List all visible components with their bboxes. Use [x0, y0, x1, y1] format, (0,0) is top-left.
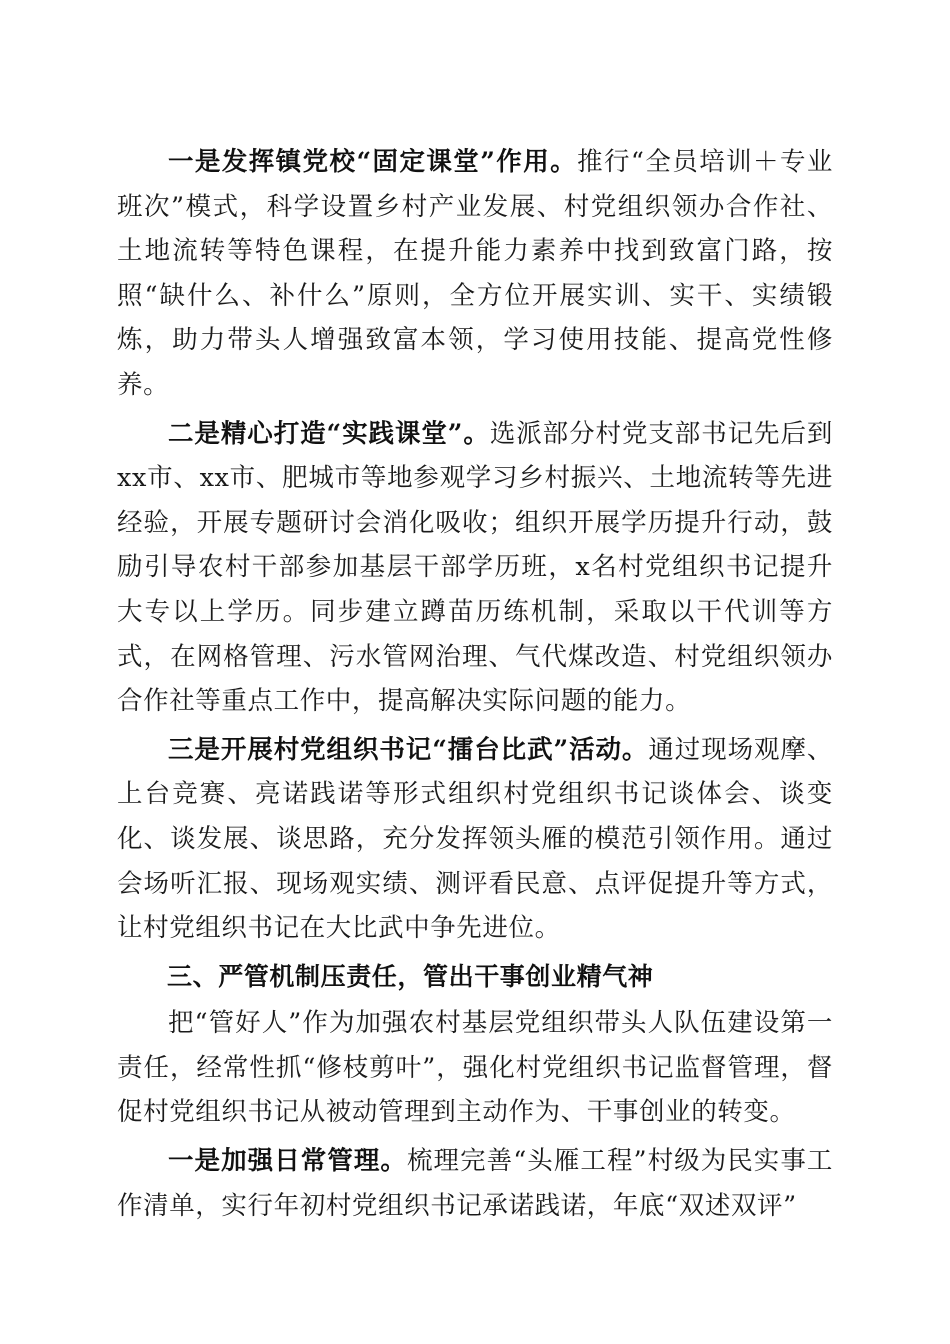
paragraph-3-lead: 三是开展村党组织书记“擂台比武”活动。: [168, 734, 649, 765]
paragraph-2-text: 选派部分村党支部书记先后到xx市、xx市、肥城市等地参观学习乡村振兴、土地流转等先进经验，开展专题研讨会消化吸收；组织开展学历提升行动，鼓励引导农村干部参加基层干部学历班，x名村党组织书记提升大专以上学历。同步建立蹲苗历练机制，采取以干代训等方式，在网格管理、污水管网治理、气代煤改造、村党组织领办合作社等重点工作中，提高解决实际问题的能力。: [117, 418, 833, 717]
section-intro: 把“管好人”作为加强农村基层党组织带头人队伍建设第一责任，经常性抓“修枝剪叶”，强化村党组织书记监督管理，督促村党组织书记从被动管理到主动作为、干事创业的转变。: [117, 1008, 833, 1128]
paragraph-3: [117, 728, 833, 951]
document-body: [117, 140, 833, 1228]
paragraph-1: [117, 140, 833, 408]
paragraph-4-text: 梳理完善“头雁工程”村级为民实事工作清单，实行年初村党组织书记承诺践诺，年底“双述双评”: [117, 1146, 833, 1221]
paragraph-4-lead: 一是加强日常管理。: [168, 1146, 407, 1177]
section-heading: 三、严管机制压责任，管出干事创业精气神: [167, 961, 654, 991]
paragraph-1-text: 推行“全员培训＋专业班次”模式，科学设置乡村产业发展、村党组织领办合作社、土地流转等特色课程，在提升能力素养中找到致富门路，按照“缺什么、补什么”原则，全方位开展实训、实干、实绩锻炼，助力带头人增强致富本领，学习使用技能、提高党性修养。: [117, 147, 834, 400]
paragraph-3-text: 通过现场观摩、上台竞赛、亮诺践诺等形式组织村党组织书记谈体会、谈变化、谈发展、谈思路，充分发挥领头雁的模范引领作用。通过会场听汇报、现场观实绩、测评看民意、点评促提升等方式，让村党组织书记在大比武中争先进位。: [117, 734, 833, 944]
paragraph-2: [117, 412, 833, 724]
paragraph-1-lead: 一是发挥镇党校“固定课堂”作用。: [168, 147, 578, 177]
paragraph-2-lead: 二是精心打造“实践课堂”。: [168, 418, 490, 449]
paragraph-4: [117, 1139, 833, 1228]
